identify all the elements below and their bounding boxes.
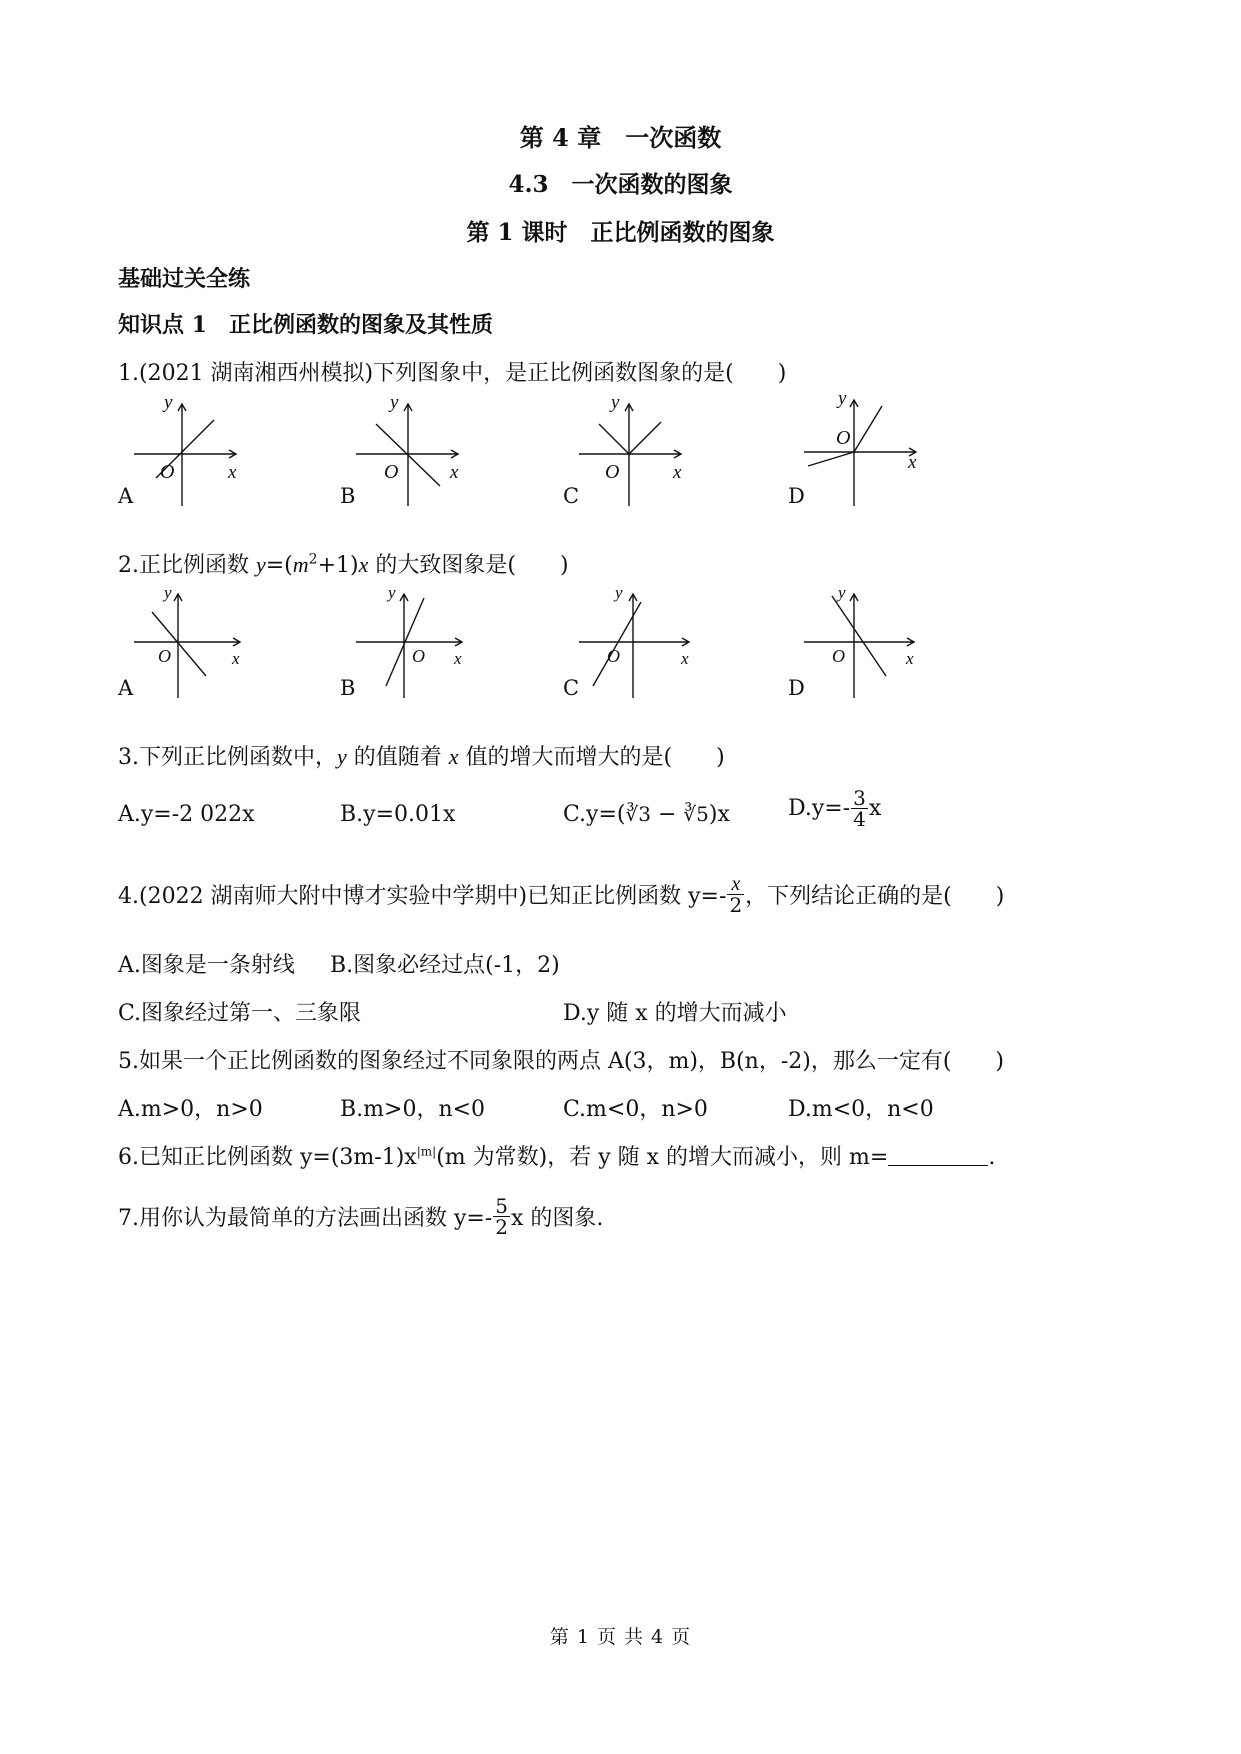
section-title: 4.3 一次函数的图象 — [508, 171, 733, 198]
question-1-text: 1.(2021 湖南湘西州模拟)下列图象中，是正比例函数图象的是( ) — [118, 361, 787, 386]
q3-option-c: C.y=(∛3 − ∛5)x — [563, 802, 730, 827]
q2d-x-label: x — [906, 649, 914, 668]
q1c-origin-label: O — [605, 461, 620, 483]
q2c-x-label: x — [681, 649, 689, 668]
answer-blank — [888, 1145, 988, 1166]
q1-option-a: A — [118, 484, 134, 508]
q2d-y-label: y — [838, 583, 846, 602]
page-footer: 第 1 页 共 4 页 — [549, 1626, 692, 1648]
q3-option-b: B.y=0.01x — [340, 802, 456, 827]
practice-heading: 基础过关全练 — [118, 266, 251, 292]
q2a-origin-label: O — [158, 646, 171, 666]
q3-option-d: D.y=- $\frac{3}{4}$ x — [788, 786, 882, 831]
q1a-y-label: y — [164, 392, 173, 413]
q2c-origin-label: O — [607, 646, 620, 666]
fraction-5-2: $\frac{5}{2}$ — [495, 1194, 509, 1239]
fraction-3-4: $\frac{3}{4}$ — [853, 786, 866, 831]
q2a-x-label: x — [232, 649, 240, 668]
q1b-x-label: x — [450, 462, 459, 483]
lesson-title: 第 1 课时 正比例函数的图象 — [466, 219, 775, 246]
q1-option-b: B — [340, 484, 356, 508]
q2-option-a: A — [118, 676, 134, 700]
question-3-text: 3.下列正比例函数中，y 的值随着 x 值的增大而增大的是( ) — [118, 744, 725, 770]
q1a-origin-label: O — [160, 461, 175, 483]
q1b-origin-label: O — [384, 461, 399, 483]
q1c-y-label: y — [611, 392, 620, 413]
q2-graph-b — [352, 583, 472, 700]
q1a-x-label: x — [228, 462, 237, 483]
q4-option-c: C.图象经过第一、三象限 — [118, 1001, 362, 1026]
q5-option-a: A.m>0，n>0 — [118, 1097, 263, 1122]
q1-graph-d — [800, 388, 925, 508]
q1-option-c: C — [563, 484, 580, 508]
question-5-text: 5.如果一个正比例函数的图象经过不同象限的两点 A(3，m)，B(n，-2)，那么一定有( ) — [118, 1049, 1004, 1074]
q4-option-a: A.图象是一条射线 — [118, 953, 295, 978]
question-2-text: 2.正比例函数 $y=(m^2+1)x$ 的大致图象是( ) — [118, 551, 569, 578]
question-6-text: 6.已知正比例函数 $y=(3m-1)x^{|m|}(m$ 为常数)，若 y 随 x 的增大而减小，则 m= . — [118, 1144, 996, 1170]
q1-graph-a — [130, 392, 250, 508]
q2c-y-label: y — [615, 583, 623, 602]
q1d-y-label: y — [838, 388, 847, 409]
q2b-origin-label: O — [412, 646, 425, 666]
q4-option-b: B.图象必经过点(-1，2) — [330, 953, 560, 978]
cube-root-3: ∛3 — [625, 802, 651, 826]
q1d-origin-label: O — [836, 427, 851, 449]
q2a-y-label: y — [164, 583, 172, 602]
q1c-x-label: x — [673, 462, 682, 483]
cube-root-5: ∛5 — [683, 802, 709, 826]
q2-option-d: D — [788, 676, 805, 700]
question-4-text: 4.(2022 湖南师大附中博才实验中学期中)已知正比例函数 y=- $\frac{x}{2}$ ，下列结论正确的是( ) — [118, 873, 1005, 917]
q2-graph-c — [575, 583, 700, 700]
q5-option-d: D.m<0，n<0 — [788, 1097, 934, 1122]
q2-graph-d — [800, 583, 925, 700]
q2b-y-label: y — [388, 583, 396, 602]
q5-option-c: C.m<0，n>0 — [563, 1097, 708, 1122]
fraction-x-2: $\frac{x}{2}$ — [729, 873, 743, 917]
q1-graph-c — [575, 392, 695, 508]
q3-option-a: A.y=-2 022x — [118, 802, 255, 827]
q4-option-d: D.y 随 x 的增大而减小 — [563, 1001, 787, 1026]
q2-option-b: B — [340, 676, 356, 700]
knowledge-point-heading: 知识点 1 正比例函数的图象及其性质 — [118, 312, 493, 338]
q1-option-d: D — [788, 484, 805, 508]
q1-graph-b — [352, 392, 472, 508]
q2-graph-a — [130, 583, 250, 700]
q1d-x-label: x — [908, 452, 917, 473]
question-7-text: 7.用你认为最简单的方法画出函数 y=- $\frac{5}{2}$ x 的图象. — [118, 1194, 604, 1239]
chapter-title: 第 4 章 一次函数 — [519, 123, 722, 152]
q1b-y-label: y — [390, 392, 399, 413]
q5-option-b: B.m>0，n<0 — [340, 1097, 486, 1122]
q2d-origin-label: O — [832, 646, 845, 666]
q2b-x-label: x — [454, 649, 462, 668]
q2-option-c: C — [563, 676, 580, 700]
